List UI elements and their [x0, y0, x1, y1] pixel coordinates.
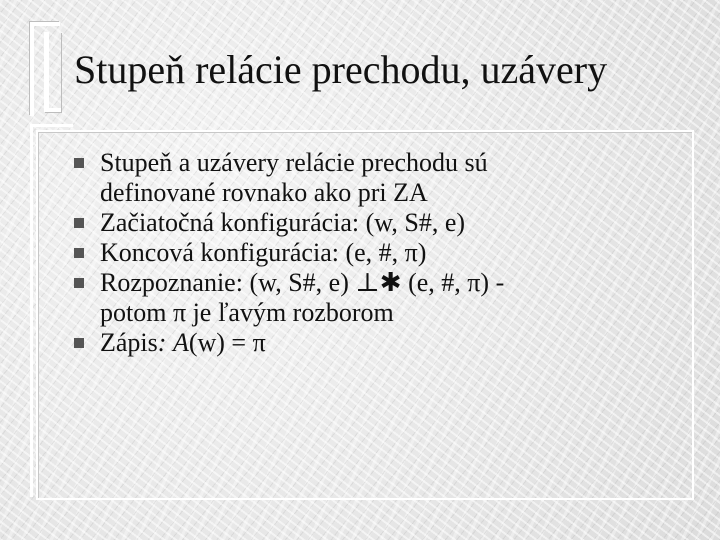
bullet-text: Začiatočná konfigurácia: (w, S#, e) — [100, 208, 466, 237]
bullet-square-icon — [74, 278, 84, 288]
bullet-text-rest: (w) = π — [188, 328, 266, 357]
bullet-item-start-config — [72, 208, 672, 238]
bullet-item-definition — [72, 148, 672, 208]
bullet-item-notation — [72, 328, 672, 358]
slide-title: Stupeň relácie prechodu, uzávery — [74, 47, 608, 92]
bullet-text-continued: potom π je ľavým rozborom — [100, 298, 394, 327]
bullet-text-prefix: Zápis — [100, 328, 158, 357]
title-decoration-inner — [44, 32, 61, 112]
bullet-text-colon: : — [157, 328, 167, 357]
bullet-square-icon — [74, 158, 84, 168]
bullet-text: Stupeň a uzávery relácie prechodu sú — [100, 148, 488, 177]
bullet-square-icon — [74, 218, 84, 228]
bullet-text: Koncová konfigurácia: (e, #, π) — [100, 238, 427, 267]
bullet-square-icon — [74, 338, 84, 348]
bullet-text-continued: definované rovnako ako pri ZA — [100, 178, 428, 207]
bullet-square-icon — [74, 248, 84, 258]
bullet-item-recognition — [72, 268, 672, 328]
bullet-text: Rozpoznanie: (w, S#, e) ⊥✱ (e, #, π) - — [100, 268, 505, 297]
bullet-item-final-config — [72, 238, 672, 268]
bullet-function-name: A — [172, 328, 189, 357]
bullet-list — [72, 148, 672, 358]
